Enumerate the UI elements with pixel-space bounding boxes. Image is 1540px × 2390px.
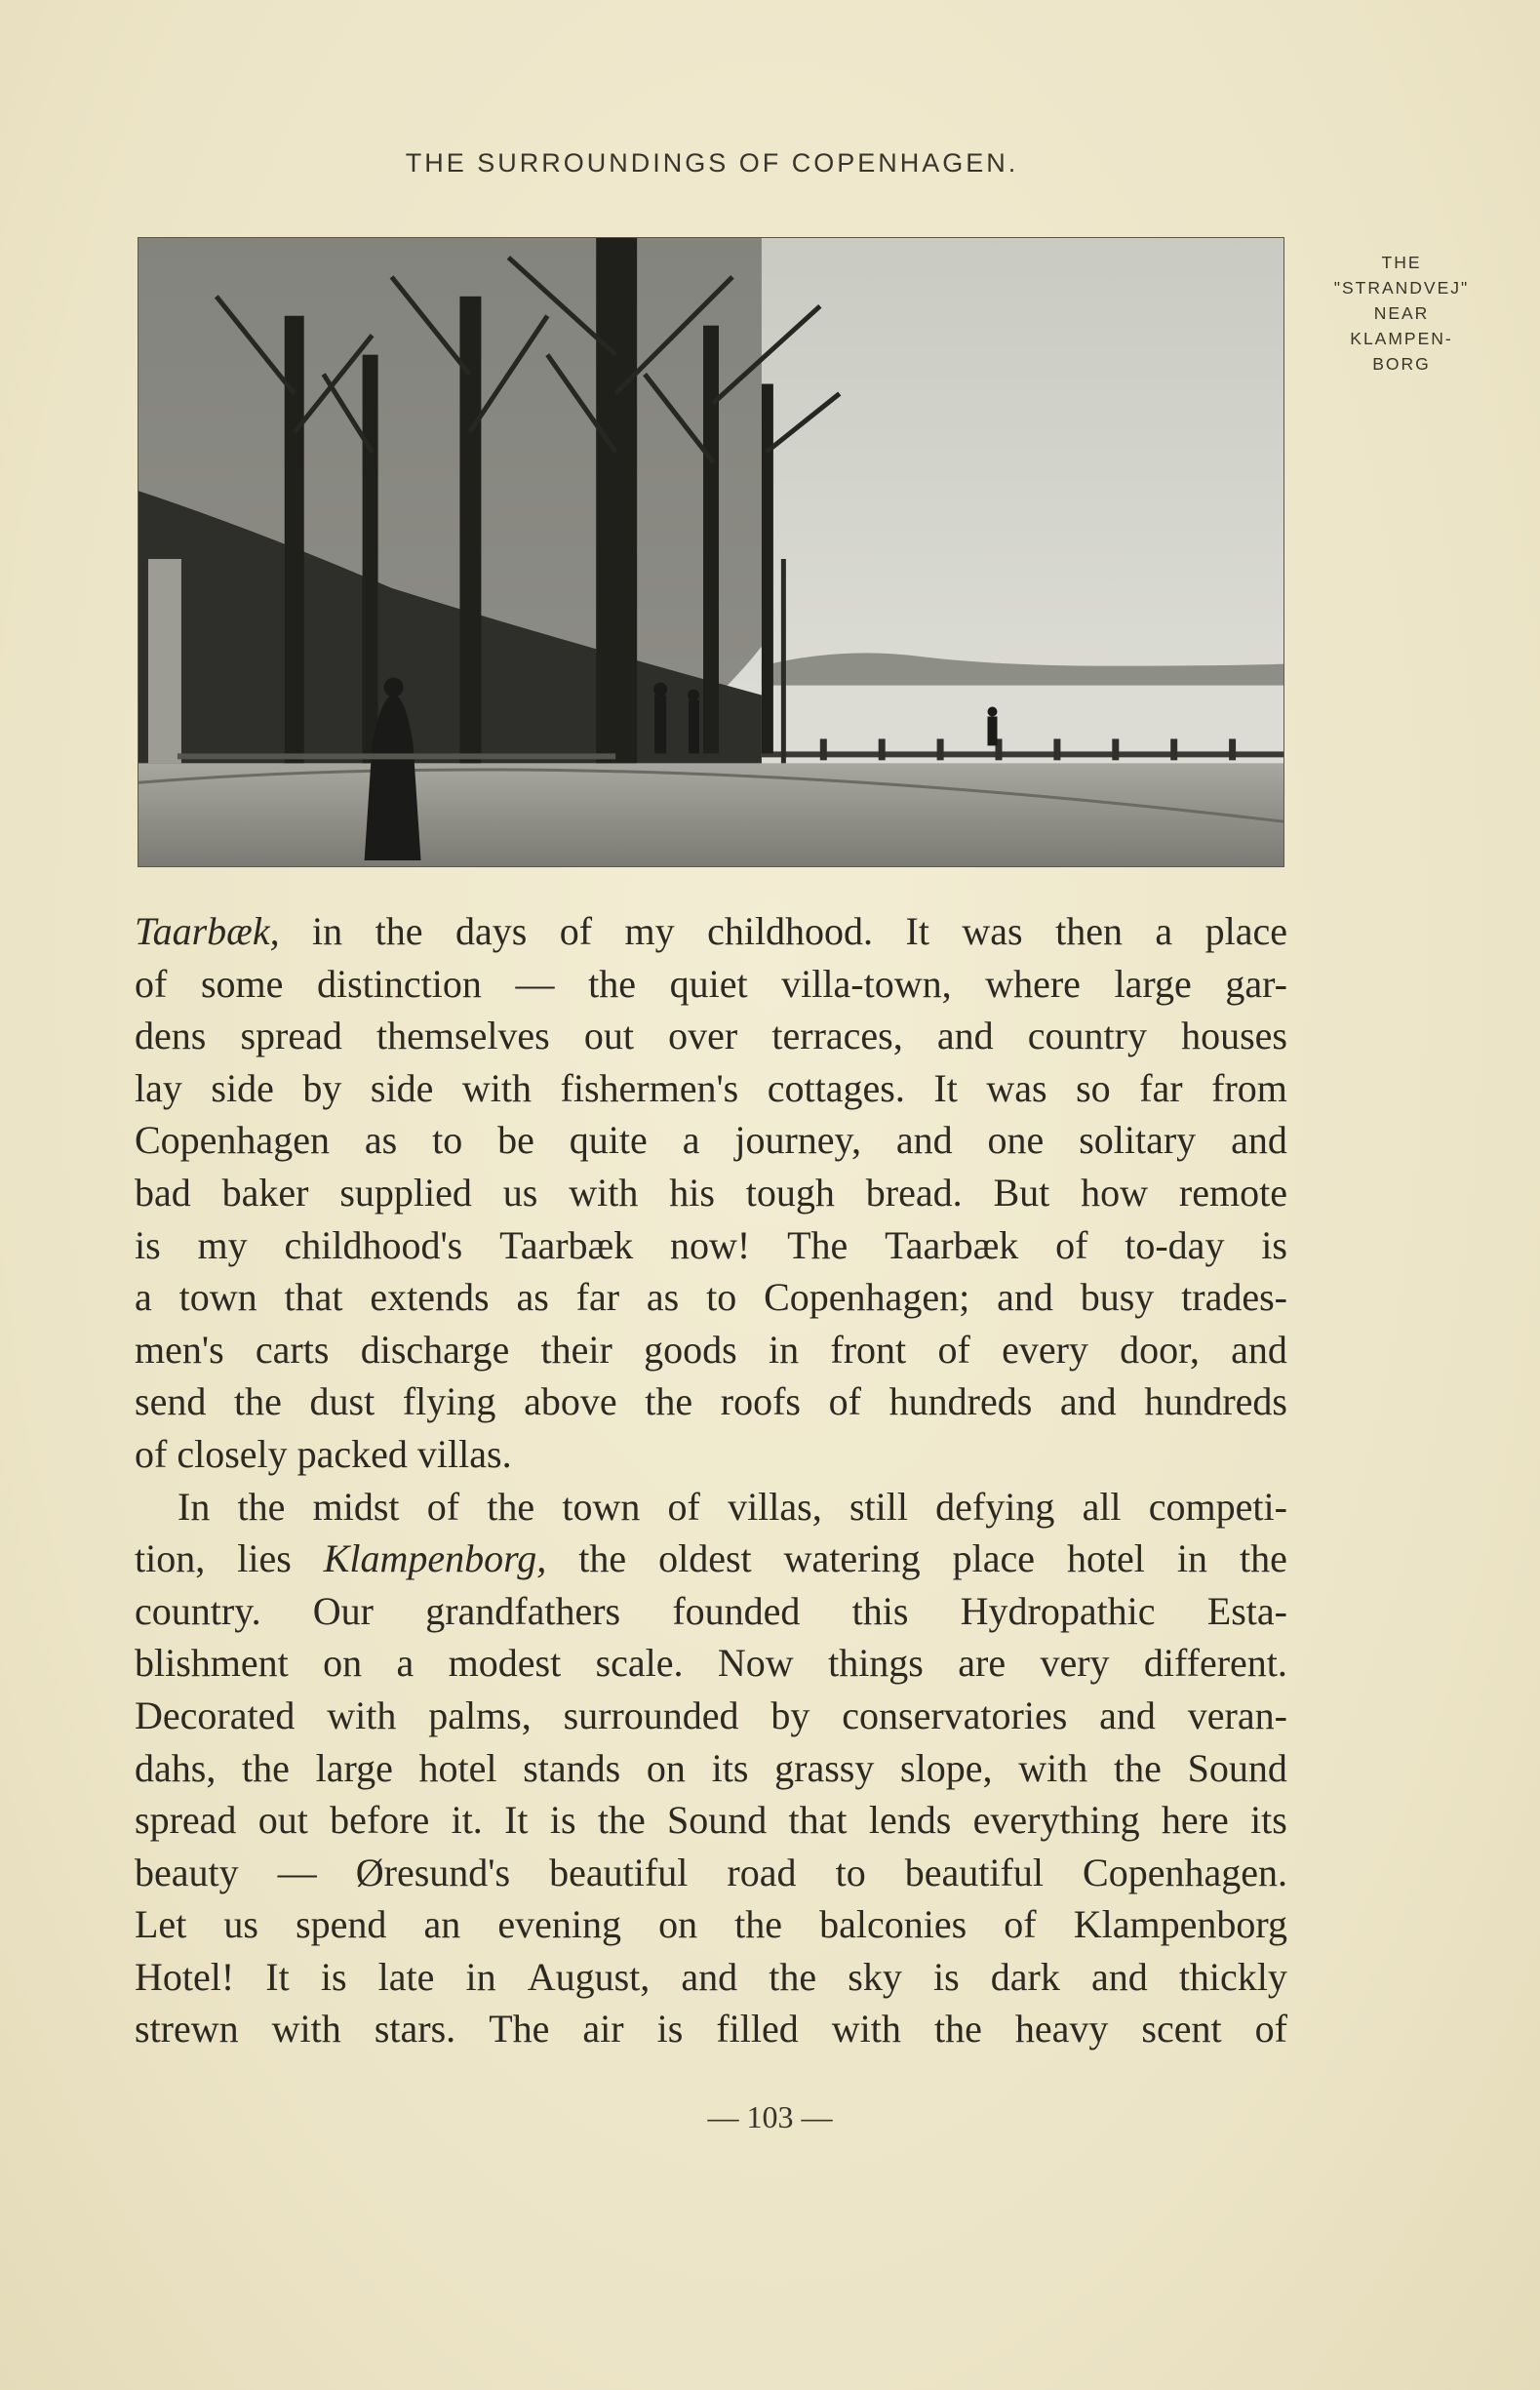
- word: Hydropathic: [960, 1588, 1156, 1633]
- word: oldest: [658, 1536, 752, 1581]
- word: slope,: [900, 1745, 993, 1790]
- word: dark: [990, 1954, 1060, 1999]
- word: front: [830, 1327, 907, 1372]
- word: town: [562, 1484, 641, 1529]
- word: and: [1231, 1118, 1287, 1163]
- word: solitary: [1079, 1118, 1197, 1163]
- word: was: [986, 1065, 1047, 1110]
- word: their: [540, 1327, 612, 1372]
- word: before: [330, 1798, 430, 1843]
- word: But: [993, 1170, 1050, 1215]
- word: thickly: [1178, 1954, 1287, 1999]
- word: of: [667, 1484, 700, 1529]
- word: Taarbæk: [885, 1222, 1019, 1267]
- word: the: [242, 1745, 290, 1790]
- word: over: [668, 1014, 738, 1058]
- word: air: [582, 2007, 624, 2051]
- word: The: [489, 2007, 550, 2051]
- text-line: [135, 1690, 1287, 1742]
- word: here: [1161, 1798, 1229, 1843]
- word: hundreds: [888, 1379, 1033, 1424]
- word: filled: [716, 2007, 799, 2051]
- word: tough: [745, 1170, 835, 1215]
- word: and: [1099, 1693, 1156, 1737]
- word: a: [1155, 909, 1173, 953]
- word: everything: [972, 1798, 1140, 1843]
- word: road: [727, 1850, 797, 1894]
- word: of: [828, 1379, 861, 1424]
- word: large: [1114, 961, 1192, 1006]
- word: It: [265, 1954, 290, 1999]
- word: themselves: [376, 1014, 550, 1058]
- word: hundreds: [1144, 1379, 1287, 1424]
- word: of: [937, 1327, 970, 1372]
- word: It: [933, 1065, 958, 1110]
- word: with: [1018, 1745, 1088, 1790]
- text-line: [135, 1742, 1287, 1795]
- word: the: [578, 1536, 627, 1581]
- text-line: [135, 1062, 1287, 1115]
- word: blishment: [135, 1641, 289, 1686]
- word: that: [788, 1798, 848, 1843]
- word: my: [197, 1222, 248, 1267]
- word: of: [559, 909, 593, 953]
- word: The: [787, 1222, 849, 1267]
- word: different.: [1143, 1641, 1287, 1686]
- word: in: [312, 909, 343, 953]
- word: Now: [717, 1641, 794, 1686]
- word: is: [320, 1954, 347, 1999]
- word: town: [178, 1275, 257, 1320]
- word: and: [936, 1014, 994, 1058]
- word: extends: [370, 1275, 490, 1320]
- word: as: [646, 1275, 680, 1320]
- word: with: [271, 2007, 341, 2051]
- word: door,: [1120, 1327, 1200, 1372]
- word: Klampenborg: [1073, 1902, 1287, 1947]
- word: the: [588, 961, 636, 1006]
- word: spread: [135, 1798, 237, 1843]
- text-line: [135, 1481, 1287, 1534]
- word: as: [364, 1118, 398, 1163]
- text-line: [135, 905, 1287, 958]
- word: and: [1059, 1379, 1117, 1424]
- word: is: [1261, 1222, 1287, 1267]
- word: side: [370, 1065, 434, 1110]
- word: supplied: [339, 1170, 472, 1215]
- word: Taarbæk,: [135, 909, 280, 953]
- word: hotel: [1066, 1536, 1145, 1581]
- word: to: [835, 1850, 866, 1894]
- word: by: [302, 1065, 342, 1110]
- word: to-day: [1125, 1222, 1225, 1267]
- word: some: [200, 961, 284, 1006]
- word: days: [454, 909, 528, 953]
- text-line: [135, 958, 1287, 1011]
- word: quite: [569, 1118, 648, 1163]
- text-line: [135, 1219, 1287, 1272]
- word: of: [426, 1484, 460, 1529]
- word: hotel: [418, 1745, 497, 1790]
- word: scale.: [595, 1641, 684, 1686]
- word: in: [465, 1954, 496, 1999]
- word: lay: [135, 1065, 182, 1110]
- word: remote: [1178, 1170, 1287, 1215]
- word: cottages.: [767, 1065, 905, 1110]
- word: busy: [1080, 1275, 1155, 1320]
- word: defying: [935, 1484, 1055, 1529]
- word: and: [895, 1118, 953, 1163]
- word: now!: [670, 1222, 751, 1267]
- word: still: [849, 1484, 908, 1529]
- word: as: [516, 1275, 549, 1320]
- running-head: THE SURROUNDINGS OF COPENHAGEN.: [405, 148, 1019, 178]
- word: childhood.: [707, 909, 874, 953]
- word: Hotel!: [135, 1954, 235, 1999]
- word: an: [423, 1902, 461, 1947]
- text-line: [135, 1951, 1287, 2004]
- word: the: [1114, 1745, 1162, 1790]
- word: scent: [1141, 2007, 1222, 2051]
- word: place: [952, 1536, 1035, 1581]
- word: be: [497, 1118, 534, 1163]
- word: is: [135, 1222, 161, 1267]
- word: gar-: [1225, 961, 1287, 1006]
- word: late: [377, 1954, 435, 1999]
- word: of: [135, 1431, 168, 1476]
- word: the: [487, 1484, 535, 1529]
- word: country.: [135, 1588, 261, 1633]
- word: fishermen's: [560, 1065, 739, 1110]
- word: villas,: [728, 1484, 822, 1529]
- word: a: [682, 1118, 700, 1163]
- word: balconies: [819, 1902, 967, 1947]
- word: and: [1231, 1327, 1287, 1372]
- sidenote-line: "STRANDVEJ": [1333, 278, 1470, 298]
- word: stands: [523, 1745, 621, 1790]
- word: Our: [312, 1588, 375, 1633]
- word: beautiful: [904, 1850, 1044, 1894]
- word: roofs: [720, 1379, 801, 1424]
- word: then: [1055, 909, 1123, 953]
- word: bread.: [865, 1170, 963, 1215]
- word: with: [327, 1693, 397, 1737]
- word: tion,: [135, 1536, 206, 1581]
- word: villas.: [416, 1431, 512, 1476]
- word: to: [432, 1118, 463, 1163]
- word: and: [681, 1954, 738, 1999]
- word: out: [257, 1798, 308, 1843]
- word: founded: [672, 1588, 801, 1633]
- word: of: [135, 961, 168, 1006]
- word: spend: [296, 1902, 387, 1947]
- word: It: [905, 909, 929, 953]
- word: distinction: [316, 961, 482, 1006]
- word: so: [1076, 1065, 1111, 1110]
- word: spread: [240, 1014, 342, 1058]
- text-line: [135, 1114, 1287, 1167]
- word: Sound: [1187, 1745, 1287, 1790]
- word: above: [524, 1379, 617, 1424]
- word: this: [851, 1588, 909, 1633]
- page-number: — 103 —: [707, 2099, 833, 2134]
- word: with: [569, 1170, 639, 1215]
- word: from: [1211, 1065, 1287, 1110]
- word: the: [597, 1798, 646, 1843]
- word: —: [277, 1850, 317, 1894]
- photo-caption-sidenote: [1319, 250, 1484, 377]
- word: August,: [527, 1954, 651, 1999]
- word: Esta-: [1206, 1588, 1287, 1633]
- word: houses: [1181, 1014, 1287, 1058]
- word: place: [1204, 909, 1287, 953]
- word: quiet: [669, 961, 748, 1006]
- word: things: [828, 1641, 924, 1686]
- word: country: [1027, 1014, 1147, 1058]
- word: with: [831, 2007, 901, 2051]
- paragraph-1: [135, 905, 1287, 1481]
- text-line: [135, 1637, 1287, 1690]
- word: dens: [135, 1014, 207, 1058]
- word: the: [645, 1379, 693, 1424]
- word: with: [461, 1065, 532, 1110]
- word: in: [1176, 1536, 1208, 1581]
- word: are: [958, 1641, 1007, 1686]
- text-line: [135, 1898, 1287, 1951]
- word: Øresund's: [355, 1850, 511, 1894]
- word: Copenhagen;: [764, 1275, 970, 1320]
- word: on: [658, 1902, 698, 1947]
- word: side: [211, 1065, 274, 1110]
- word: lies: [237, 1536, 292, 1581]
- word: where: [985, 961, 1081, 1006]
- word: and: [1090, 1954, 1148, 1999]
- word: discharge: [360, 1327, 510, 1372]
- sidenote-line: BORG: [1372, 354, 1431, 374]
- word: Decorated: [135, 1693, 296, 1737]
- strandvej-photograph-image: [138, 238, 1283, 866]
- text-line: [135, 1010, 1287, 1062]
- word: every: [1002, 1327, 1088, 1372]
- word: It: [504, 1798, 529, 1843]
- word: one: [987, 1118, 1045, 1163]
- word: of: [1004, 1902, 1037, 1947]
- word: palms,: [428, 1693, 532, 1737]
- word: villa-town,: [781, 961, 952, 1006]
- word: on: [323, 1641, 363, 1686]
- word: its: [711, 1745, 749, 1790]
- text-line: [135, 1794, 1287, 1847]
- word: sky: [848, 1954, 902, 1999]
- word: modest: [448, 1641, 562, 1686]
- word: men's: [135, 1327, 224, 1372]
- word: very: [1040, 1641, 1110, 1686]
- word: packed: [296, 1431, 408, 1476]
- word: large: [315, 1745, 393, 1790]
- word: —: [515, 961, 555, 1006]
- word: a: [135, 1275, 152, 1320]
- word: far: [1139, 1065, 1183, 1110]
- word: dust: [309, 1379, 375, 1424]
- word: the: [1240, 1536, 1287, 1581]
- word: Taarbæk: [499, 1222, 634, 1267]
- paragraph-2: [135, 1481, 1287, 2056]
- word: midst: [312, 1484, 400, 1529]
- word: a: [396, 1641, 415, 1686]
- word: it.: [451, 1798, 483, 1843]
- word: evening: [497, 1902, 621, 1947]
- word: his: [669, 1170, 715, 1215]
- word: on: [646, 1745, 686, 1790]
- text-line: [135, 1533, 1287, 1585]
- word: childhood's: [284, 1222, 463, 1267]
- word: is: [932, 1954, 960, 1999]
- word: of: [1055, 1222, 1088, 1267]
- word: carts: [255, 1327, 330, 1372]
- word: beauty: [135, 1850, 239, 1894]
- word: terraces,: [771, 1014, 903, 1058]
- word: grassy: [774, 1745, 875, 1790]
- text-line: [135, 1428, 1287, 1481]
- word: the: [734, 1902, 783, 1947]
- word: to: [706, 1275, 737, 1320]
- word: grandfathers: [425, 1588, 621, 1633]
- text-line: [135, 1167, 1287, 1219]
- sidenote-line: THE: [1381, 253, 1422, 272]
- word: us: [502, 1170, 538, 1215]
- word: Sound: [667, 1798, 768, 1843]
- sidenote-line: KLAMPEN-: [1350, 329, 1453, 348]
- word: Let: [135, 1902, 187, 1947]
- word: heavy: [1014, 2007, 1109, 2051]
- sidenote-line: NEAR: [1373, 303, 1430, 323]
- word: closely: [177, 1431, 288, 1476]
- word: surrounded: [563, 1693, 739, 1737]
- word: was: [962, 909, 1023, 953]
- strandvej-photograph: [138, 237, 1284, 867]
- word: the: [375, 909, 423, 953]
- word: how: [1081, 1170, 1149, 1215]
- word: Copenhagen.: [1083, 1850, 1287, 1894]
- word: far: [575, 1275, 620, 1320]
- word: the: [233, 1379, 282, 1424]
- word: send: [135, 1379, 207, 1424]
- word: the: [933, 2007, 982, 2051]
- word: my: [624, 909, 675, 953]
- word: trades-: [1181, 1275, 1287, 1320]
- text-line: [135, 1375, 1287, 1428]
- word: all: [1082, 1484, 1122, 1529]
- word: that: [284, 1275, 343, 1320]
- word: lends: [868, 1798, 952, 1843]
- word: journey,: [734, 1118, 861, 1163]
- word: by: [770, 1693, 810, 1737]
- word: is: [656, 2007, 684, 2051]
- word: goods: [644, 1327, 737, 1372]
- word: baker: [221, 1170, 309, 1215]
- word: in: [769, 1327, 800, 1372]
- word: out: [583, 1014, 635, 1058]
- word: watering: [783, 1536, 921, 1581]
- word: of: [1254, 2007, 1287, 2051]
- word: competi-: [1148, 1484, 1287, 1529]
- word: flying: [402, 1379, 496, 1424]
- text-line: [135, 2003, 1287, 2055]
- word: stars.: [374, 2007, 456, 2051]
- body-text: [135, 905, 1287, 2055]
- word: veran-: [1187, 1693, 1287, 1737]
- word: the: [237, 1484, 286, 1529]
- word: Copenhagen: [135, 1118, 330, 1163]
- word: conservatories: [842, 1693, 1068, 1737]
- text-line: [135, 1271, 1287, 1324]
- word: is: [549, 1798, 576, 1843]
- text-line: [135, 1324, 1287, 1376]
- text-line: [135, 1585, 1287, 1638]
- word: Klampenborg,: [323, 1536, 547, 1581]
- word: bad: [135, 1170, 191, 1215]
- text-line: [135, 1847, 1287, 1899]
- word: In: [178, 1484, 211, 1529]
- word: the: [769, 1954, 817, 1999]
- word: and: [997, 1275, 1053, 1320]
- word: us: [223, 1902, 258, 1947]
- word: beautiful: [549, 1850, 689, 1894]
- word: dahs,: [135, 1745, 217, 1790]
- word: its: [1250, 1798, 1287, 1843]
- word: strewn: [135, 2007, 239, 2051]
